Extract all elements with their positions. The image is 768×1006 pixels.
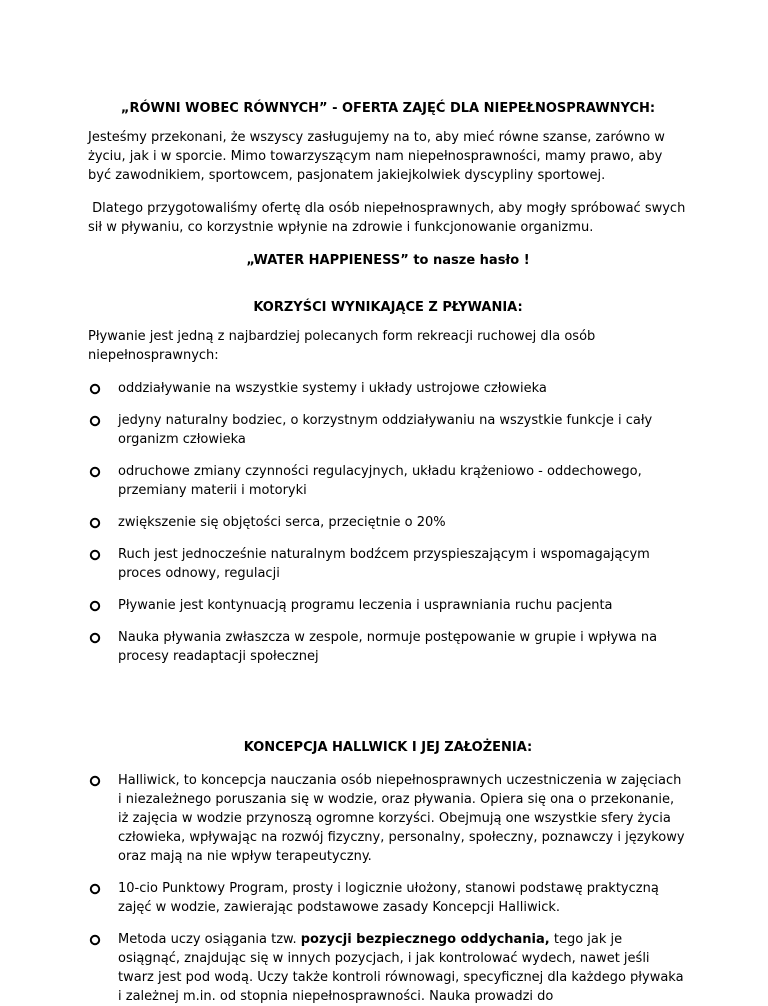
section-heading-halliwick: KONCEPCJA HALLWICK I JEJ ZAŁOŻENIA:: [243, 740, 533, 755]
section-heading-benefits: KORZYŚCI WYNIKAJĄCE Z PŁYWANIA:: [253, 300, 523, 315]
intro-paragraph-1: Jesteśmy przekonani, że wszyscy zasługujemy na to, aby mieć równe szanse, zarówno w życiu, jak i w sporcie. Mimo towarzyszącym nam niepełnosprawności, mamy prawo, aby być zawodnikiem, sportowcem, pasjonatem jakiejkolwiek dyscypliny sportowej.: [88, 130, 665, 183]
list-item: [88, 411, 688, 449]
document-title: „RÓWNI WOBEC RÓWNYCH” - OFERTA ZAJĘĆ DLA NIEPEŁNOSPRAWNYCH:: [120, 101, 656, 116]
list-item-text-start: Metoda uczy osiągania tzw.: [118, 932, 301, 947]
list-item-text: oddziaływanie na wszystkie systemy i układy ustrojowe człowieka: [118, 381, 547, 396]
bold-phrase: pozycji bezpiecznego oddychania,: [300, 932, 550, 947]
hollow-circle-bullet-icon: [89, 549, 101, 561]
list-item: [88, 513, 688, 532]
list-item-text: Ruch jest jednocześnie naturalnym bodźcem przyspieszającym i wspomagającym proces odnowy, regulacji: [118, 547, 650, 581]
list-item-text: Nauka pływania zwłaszcza w zespole, normuje postępowanie w grupie i wpływa na procesy readaptacji społecznej: [118, 630, 658, 664]
list-item: [88, 462, 688, 500]
hollow-circle-bullet-icon: [89, 775, 101, 787]
hollow-circle-bullet-icon: [89, 883, 101, 895]
hollow-circle-bullet-icon: [89, 517, 101, 529]
list-item-text: [118, 932, 688, 1004]
list-item-text: Pływanie jest kontynuacją programu leczenia i usprawniania ruchu pacjenta: [118, 598, 613, 613]
list-item-text: 10-cio Punktowy Program, prosty i logicznie ułożony, stanowi podstawę praktyczną zajęć w wodzie, zawierając podstawowe zasady Koncepcji Halliwick.: [118, 881, 659, 915]
list-item: [88, 379, 688, 398]
list-item: [88, 545, 688, 583]
hollow-circle-bullet-icon: [89, 383, 101, 395]
list-item: [88, 930, 688, 1006]
list-item-text: Halliwick, to koncepcja nauczania osób niepełnosprawnych uczestniczenia w zajęciach i niezależnego poruszania się w wodzie, oraz pływania. Opiera się ona o przekonanie, iż zajęcia w wodzie przynoszą ogromne korzyści. Obejmują one wszystkie sfery życia człowieka, wpływając na rozwój fizyczny, personalny, społeczny, poznawczy i językowy oraz mają na nie wpływ terapeutyczny.: [118, 773, 685, 864]
halliwick-list: [88, 771, 688, 1006]
slogan: „WATER HAPPIENESS” to nasze hasło !: [246, 253, 530, 268]
hollow-circle-bullet-icon: [89, 600, 101, 612]
benefits-intro: Pływanie jest jedną z najbardziej polecanych form rekreacji ruchowej dla osób niepełnosprawnych:: [88, 329, 596, 363]
document-content: [88, 99, 688, 1006]
hollow-circle-bullet-icon: [89, 415, 101, 427]
list-item-text: jedyny naturalny bodziec, o korzystnym oddziaływaniu na wszystkie funkcje i cały organizm człowieka: [118, 413, 653, 447]
benefits-list: [88, 379, 688, 666]
hollow-circle-bullet-icon: [89, 632, 101, 644]
list-item-text: odruchowe zmiany czynności regulacyjnych, układu krążeniowo - oddechowego, przemiany materii i motoryki: [118, 464, 642, 498]
list-item: [88, 879, 688, 917]
hollow-circle-bullet-icon: [89, 934, 101, 946]
list-item: [88, 771, 688, 866]
intro-paragraph-2: Dlatego przygotowaliśmy ofertę dla osób niepełnosprawnych, aby mogły spróbować swych sił w pływaniu, co korzystnie wpłynie na zdrowie i funkcjonowanie organizmu.: [88, 201, 690, 235]
list-item: [88, 628, 688, 666]
list-item: [88, 596, 688, 615]
list-item-text-rest: tego jak je osiągnąć, znajdując się w innych pozycjach, i jak kontrolować wydech, nawet jeśli twarz jest pod wodą. Uczy także kontroli równowagi, specyficznej dla każdego pływaka i zależnej m.in. od stopnia niepełnosprawności. Nauka prowadzi do: [118, 932, 688, 1004]
list-item-text: zwiększenie się objętości serca, przeciętnie o 20%: [118, 515, 446, 530]
hollow-circle-bullet-icon: [89, 466, 101, 478]
